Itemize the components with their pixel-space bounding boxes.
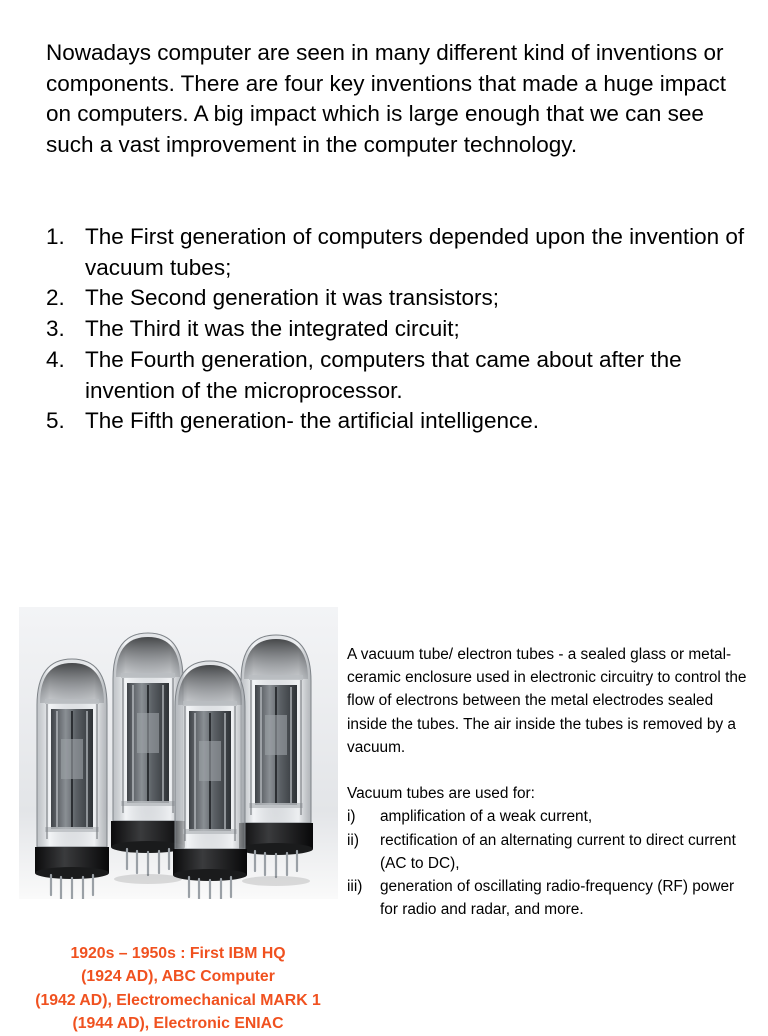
uses-heading: Vacuum tubes are used for: [347,785,535,803]
caption-line: 1920s – 1950s : First IBM HQ [70,945,286,962]
tube-front-left [35,659,109,899]
list-item [46,314,746,345]
tube-back-left [111,633,185,884]
list-text: The Third it was the integrated circuit; [85,316,460,342]
list-number: 4. [46,346,65,372]
uses-list [347,805,747,921]
list-text: The First generation of computers depended upon the invention of vacuum tubes; [85,224,745,280]
generations-list [46,222,746,437]
definition-text: A vacuum tube/ electron tubes - a sealed glass or metal-ceramic enclosure used in electronic circuitry to control the flow of electrons between the metal electrodes sealed inside the tubes. The air inside the tubes is removed by a vacuum. [347,646,747,756]
list-item [347,829,747,875]
timeline-caption [20,942,336,1036]
tube-back-right [239,635,313,886]
list-item [347,805,747,828]
list-number: i) [347,808,356,826]
list-number: 1. [46,224,65,249]
caption-line: (1942 AD), Electromechanical MARK 1 [35,991,321,1009]
intro-paragraph: Nowadays computer are seen in many different kind of inventions or components. There are four key inventions that made a huge impact on computers. A big impact which is large enough that we can see such a vast improvement in the computer technology. [46,40,726,158]
list-text: amplification of a weak current, [380,808,593,826]
vacuum-tube-photo [19,607,338,899]
list-item [46,345,746,406]
list-text: The Fourth generation, computers that came about after the invention of the microprocessor. [85,346,682,403]
list-item [46,222,746,283]
list-number: 3. [46,316,65,342]
list-text: generation of oscillating radio-frequency (RF) power for radio and radar, and more. [380,878,735,919]
list-number: 5. [46,408,65,434]
list-item [46,283,746,314]
paragraph-gap [347,759,747,782]
caption-line: (1944 AD), Electronic ENIAC [72,1015,284,1033]
list-item [347,875,747,921]
list-text: rectification of an alternating current to direct current (AC to DC), [380,831,736,872]
tube-front-right [173,661,247,899]
list-number: ii) [347,831,359,849]
vacuum-tube-description [347,643,747,921]
list-item [46,406,746,437]
caption-line: (1924 AD), ABC Computer [81,968,275,986]
list-number: iii) [347,878,363,896]
list-number: 2. [46,285,65,311]
list-text: The Fifth generation- the artificial intelligence. [85,408,539,434]
list-text: The Second generation it was transistors; [85,285,499,311]
